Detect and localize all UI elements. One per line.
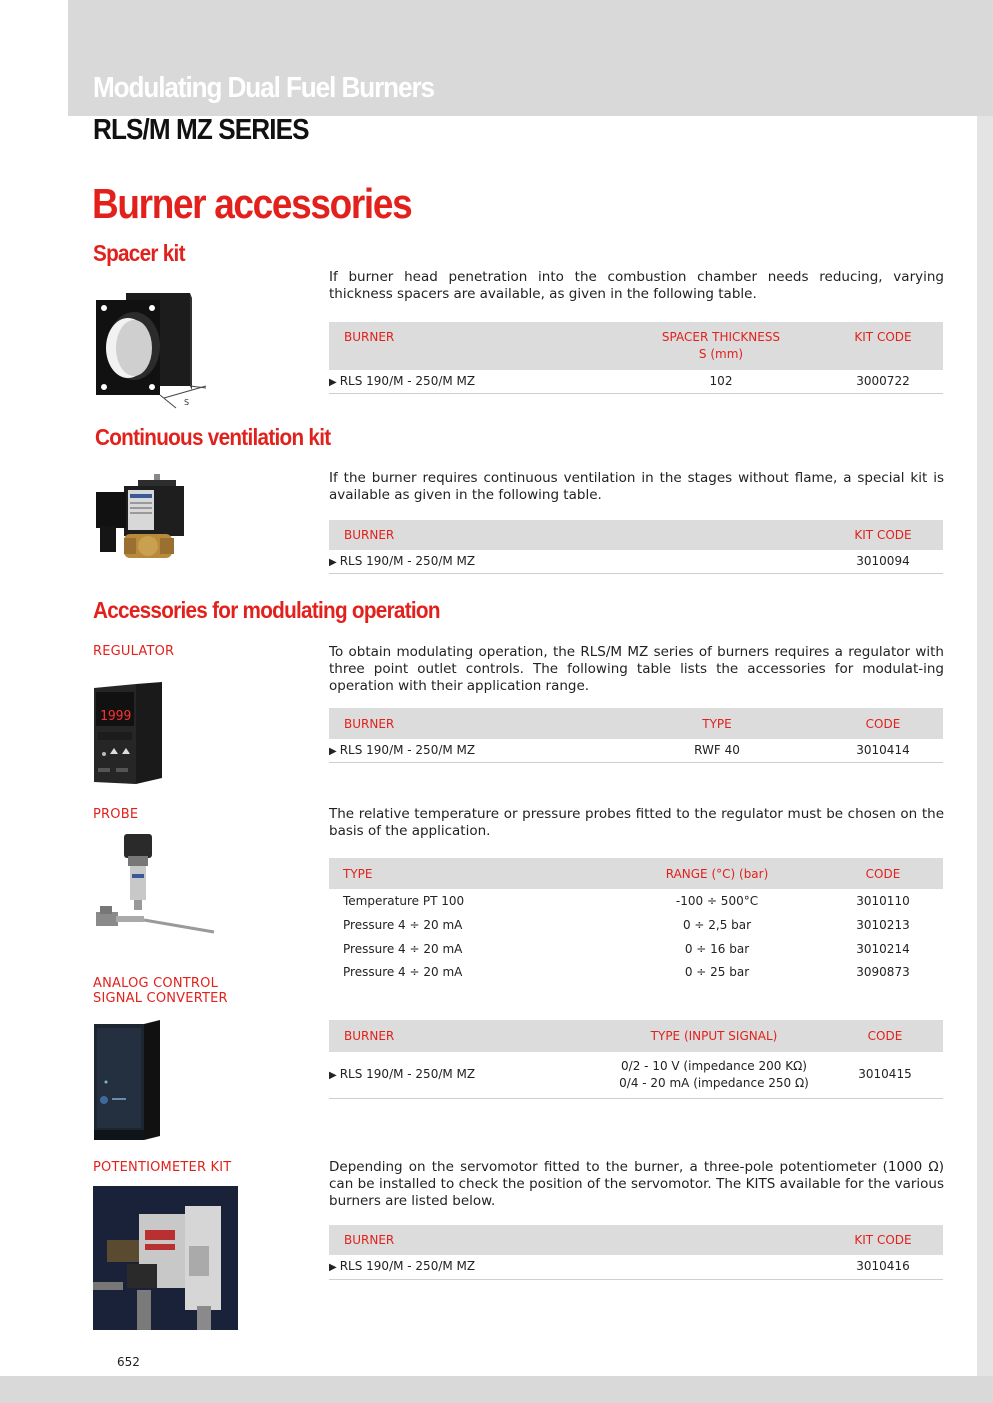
table-row (329, 550, 943, 574)
row-code: 3010094 (856, 554, 910, 568)
row-range: 0 ÷ 16 bar (684, 942, 750, 956)
probe-description: The relative temperature or pressure probes fitted to the regulator must be chosen on the basis of the application. (329, 806, 944, 839)
regulator-image (92, 682, 164, 786)
potentiometer-table (329, 1225, 943, 1280)
converter-label (93, 976, 228, 1006)
row-range: 0 ÷ 25 bar (684, 965, 750, 979)
ventilation-kit-description: If the burner requires continuous ventilation in the stages without flame, a special kit is available as given in the following table. (329, 470, 944, 503)
row-code: 3010414 (856, 743, 910, 757)
table-row (329, 739, 943, 763)
modulating-title: Accessories for modulating operation (93, 597, 440, 623)
col-burner: BURNER (344, 528, 395, 542)
row-bullet-icon: ▶ (329, 1262, 337, 1273)
row-type: Pressure 4 ÷ 20 mA (343, 918, 463, 932)
col-code: CODE (865, 717, 901, 731)
regulator-description: To obtain modulating operation, the RLS/M MZ series of burners requires a regulator with three point outlet controls. The following table lists the accessories for modulat-ing operation with their application range. (329, 644, 944, 694)
col-code: CODE (867, 1029, 903, 1043)
col-code: CODE (865, 867, 901, 881)
col-kit-code: KIT CODE (854, 528, 912, 542)
row-bullet-icon: ▶ (329, 746, 337, 757)
spacer-kit-table (329, 322, 943, 394)
table-header (329, 708, 943, 739)
col-type: TYPE (343, 867, 373, 881)
potentiometer-description: Depending on the servomotor fitted to the burner, a three-pole potentiometer (1000 Ω) can be installed to check the position of the servomotor. The KITS available for the various burners are listed below. (329, 1159, 944, 1209)
table-header (329, 1225, 943, 1255)
potentiometer-label: POTENTIOMETER KIT (93, 1160, 232, 1175)
row-code: 3000722 (856, 374, 910, 388)
probe-table (329, 858, 943, 985)
col-burner: BURNER (344, 1233, 395, 1247)
col-type: TYPE (702, 717, 732, 731)
row-burner: RLS 190/M - 250/M MZ (339, 374, 476, 388)
table-row (329, 1255, 943, 1280)
row-code: 3010415 (858, 1067, 912, 1081)
col-burner: BURNER (344, 330, 395, 344)
row-code: 3090873 (856, 965, 910, 979)
table-header (329, 322, 943, 370)
row-range: -100 ÷ 500°C (675, 894, 759, 908)
row-code: 3010110 (856, 894, 910, 908)
col-range: RANGE (°C) (bar) (665, 867, 769, 881)
row-type: Pressure 4 ÷ 20 mA (343, 965, 463, 979)
row-burner: RLS 190/M - 250/M MZ (339, 743, 476, 757)
table-row (329, 370, 943, 394)
spacer-dimension-label: S (184, 398, 190, 407)
row-code: 3010214 (856, 942, 910, 956)
converter-image (92, 1020, 162, 1142)
row-burner: RLS 190/M - 250/M MZ (339, 1259, 476, 1273)
row-burner: RLS 190/M - 250/M MZ (339, 1067, 476, 1081)
probe-label: PROBE (93, 807, 139, 822)
regulator-display: 1999 (100, 709, 132, 724)
row-bullet-icon: ▶ (329, 1070, 337, 1081)
ventilation-kit-title: Continuous ventilation kit (95, 424, 331, 450)
row-type: Temperature PT 100 (343, 894, 465, 908)
col-spacer-thickness: SPACER THICKNESS (661, 330, 781, 344)
table-row (329, 961, 943, 985)
row-bullet-icon: ▶ (329, 377, 337, 388)
row-thickness: 102 (709, 374, 733, 388)
table-row (329, 1052, 943, 1099)
page-number: 652 (117, 1355, 140, 1369)
converter-label-line2: SIGNAL CONVERTER (93, 991, 228, 1006)
regulator-table (329, 708, 943, 763)
header-title: Modulating Dual Fuel Burners (93, 72, 434, 104)
col-kit-code: KIT CODE (854, 330, 912, 344)
table-row (329, 937, 943, 961)
row-type: RWF 40 (694, 743, 740, 757)
row-type: Pressure 4 ÷ 20 mA (343, 942, 463, 956)
potentiometer-image (93, 1186, 238, 1330)
probe-image (92, 832, 218, 944)
table-header (329, 520, 943, 550)
table-header (329, 858, 943, 889)
col-type-input-signal: TYPE (INPUT SIGNAL) (650, 1029, 778, 1043)
spacer-kit-description: If burner head penetration into the combustion chamber needs reducing, varying thickness spacers are available, as given in the following table. (329, 269, 944, 302)
table-row (329, 913, 943, 937)
ventilation-kit-image (94, 472, 214, 564)
row-bullet-icon: ▶ (329, 557, 337, 568)
converter-label-line1: ANALOG CONTROL (93, 976, 219, 991)
footer-band (0, 1376, 993, 1403)
converter-table (329, 1020, 943, 1099)
ventilation-kit-table (329, 520, 943, 574)
col-kit-code: KIT CODE (854, 1233, 912, 1247)
spacer-kit-image (94, 290, 234, 410)
col-spacer-unit: S (mm) (698, 347, 744, 361)
row-type-line1: 0/2 - 10 V (impedance 200 KΩ) (621, 1059, 807, 1073)
row-type-line2: 0/4 - 20 mA (impedance 250 Ω) (619, 1076, 809, 1090)
page-title: Burner accessories (92, 180, 412, 227)
left-margin (0, 0, 68, 1403)
row-code: 3010213 (856, 918, 910, 932)
header-series: RLS/M MZ SERIES (93, 114, 309, 146)
regulator-label: REGULATOR (93, 644, 175, 659)
row-range: 0 ÷ 2,5 bar (682, 918, 752, 932)
row-burner: RLS 190/M - 250/M MZ (339, 554, 476, 568)
spacer-kit-title: Spacer kit (93, 240, 185, 266)
row-code: 3010416 (856, 1259, 910, 1273)
table-row (329, 889, 943, 913)
table-header (329, 1020, 943, 1052)
col-burner: BURNER (344, 717, 395, 731)
col-burner: BURNER (344, 1029, 395, 1043)
right-edge-bar (977, 116, 993, 1376)
